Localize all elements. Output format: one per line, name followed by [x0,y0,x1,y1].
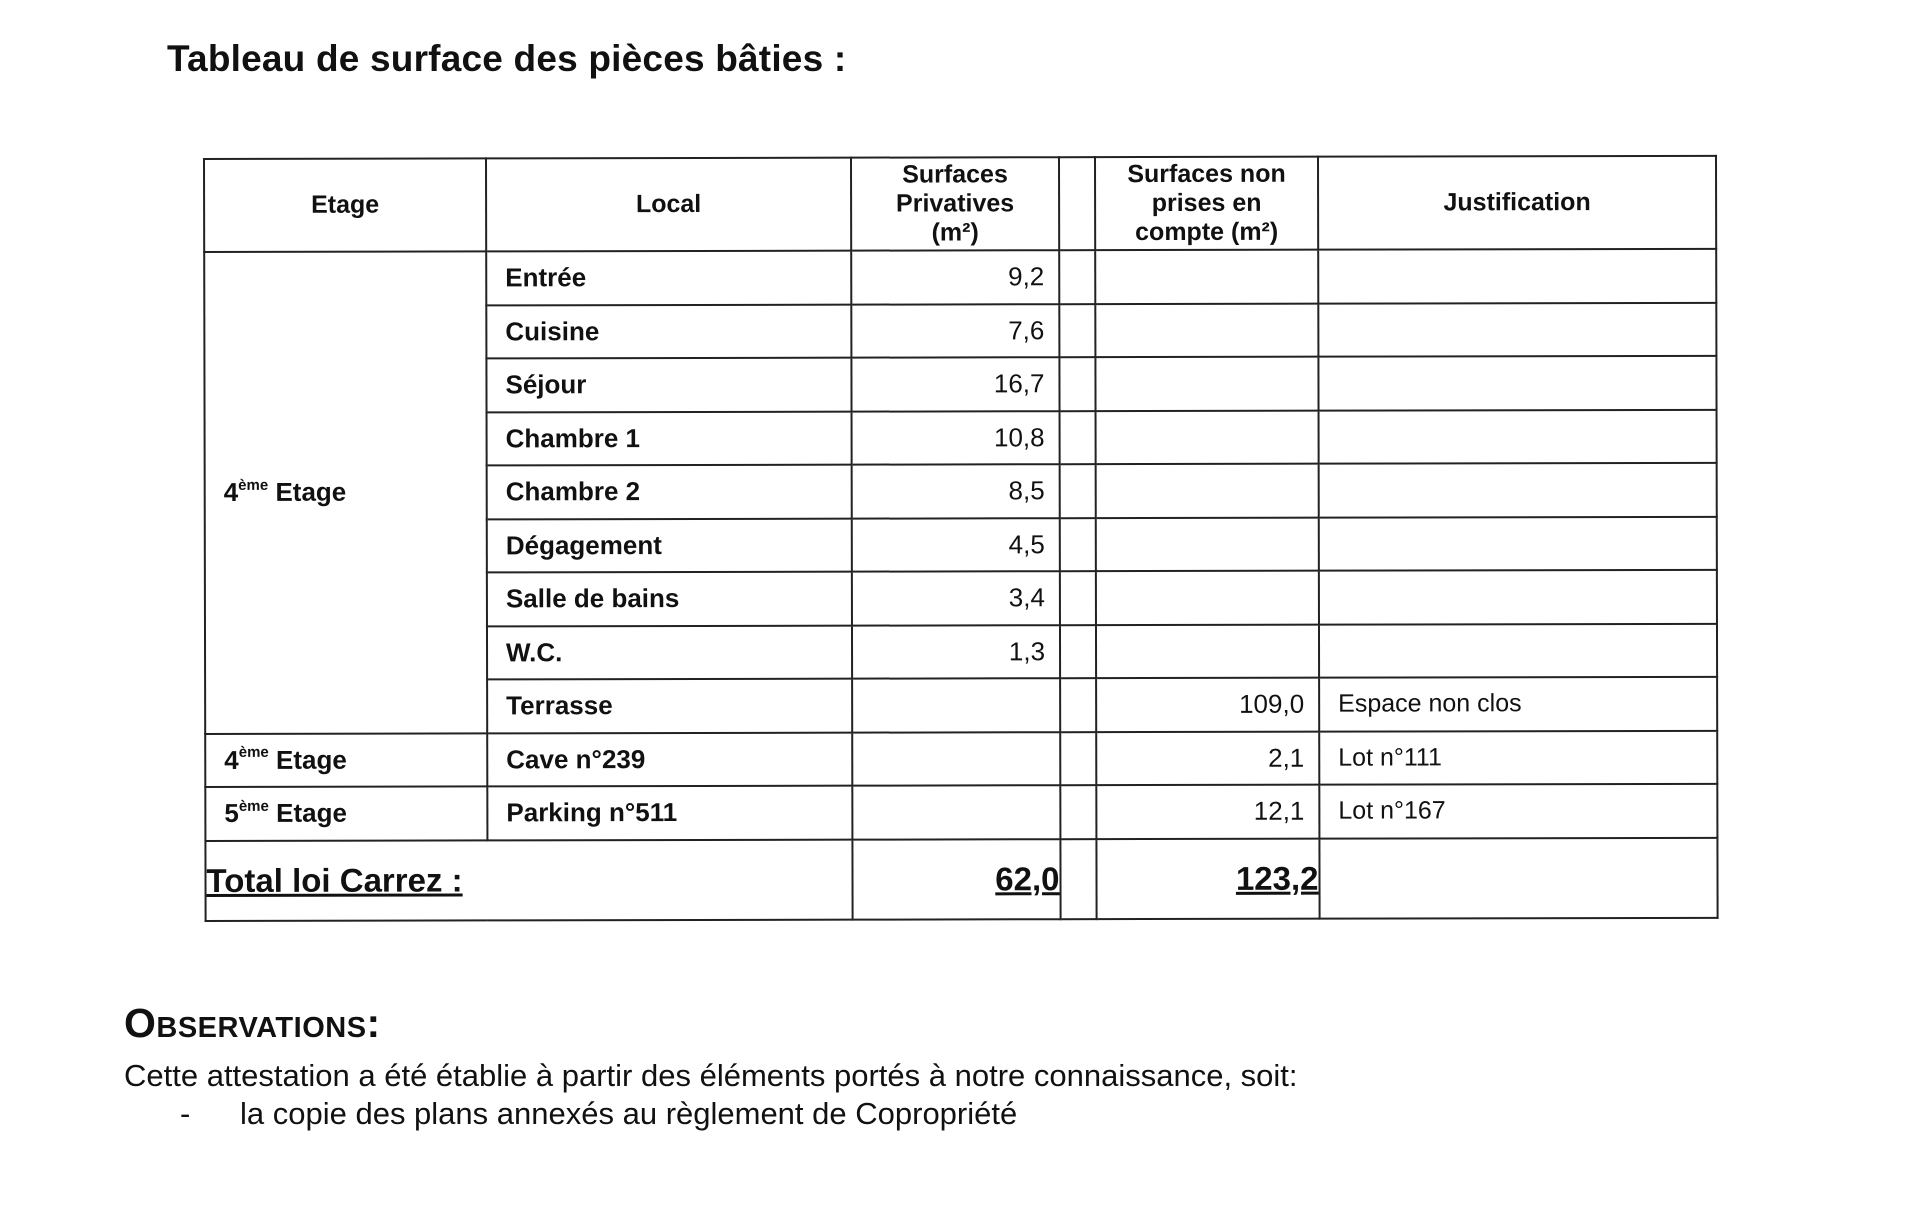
page-title: Tableau de surface des pièces bâties : [167,38,847,79]
header-local: Local [486,158,851,252]
justification-cell [1319,409,1717,463]
list-item-text: la copie des plans annexés au règlement de Copropriété [240,1096,1018,1131]
surface-non-prise-cell: 2,1 [1096,731,1319,785]
etage-superscript: ème [238,476,269,494]
spacer-cell [1060,678,1096,732]
etage-superscript: ème [238,797,269,815]
total-row [205,837,1717,920]
local-cell: Salle de bains [487,572,852,626]
surface-non-prise-cell [1096,410,1319,464]
header-non-prises-line-3: compte (m²) [1135,217,1279,247]
surface-non-prise-cell [1096,571,1319,625]
table-row [204,249,1716,306]
observations-intro: Cette attestation a été établie à partir des éléments portés à notre connaissance, soit: [124,1058,1298,1093]
spacer-cell [1060,732,1096,786]
spacer-cell [1059,357,1095,411]
surface-privative-cell: 9,2 [851,250,1059,304]
list-item [124,1096,1017,1132]
etage-number: 5 [224,798,239,829]
local-cell: Chambre 2 [487,465,852,519]
spacer-cell [1060,464,1096,518]
justification-cell [1319,623,1717,677]
surface-non-prise-cell [1096,624,1319,678]
etage-number: 4 [224,744,239,775]
local-cell: Dégagement [487,518,852,572]
header-privatives-line-1: Surfaces [902,160,1008,189]
local-cell: Chambre 1 [487,411,852,465]
surface-non-prise-cell: 109,0 [1096,678,1319,732]
justification-cell: Lot n°111 [1319,730,1717,784]
header-justification: Justification [1318,156,1716,250]
surface-privative-cell: 3,4 [852,571,1060,625]
surface-privative-cell: 8,5 [852,464,1060,518]
etage-label: Etage [268,476,347,508]
bullet-dash: - [180,1096,191,1131]
header-spacer [1059,157,1095,250]
surface-privative-cell: 10,8 [852,411,1060,465]
total-non-prises: 123,2 [1096,838,1319,918]
spacer-cell [1059,250,1095,304]
total-justification [1319,837,1717,918]
surface-non-prise-cell [1095,303,1318,357]
header-surfaces-privatives [851,157,1059,250]
surface-privative-cell: 4,5 [852,518,1060,572]
etage-superscript: ème [238,743,269,762]
header-privatives-line-2: Privatives [895,189,1015,218]
spacer-cell [1060,411,1096,465]
local-cell: Terrasse [487,679,852,733]
etage-cell [204,251,487,733]
local-cell: Cave n°239 [487,732,852,786]
total-spacer [1060,839,1096,919]
surface-privative-cell [852,678,1060,732]
header-privatives-line-3: (m²) [931,218,979,247]
justification-cell: Espace non clos [1319,677,1717,731]
surface-privative-cell: 16,7 [851,357,1059,411]
spacer-cell [1060,625,1096,679]
surface-privative-cell: 1,3 [852,625,1060,679]
surface-non-prise-cell [1095,357,1318,411]
surface-privative-cell: 7,6 [851,304,1059,358]
etage-cell [205,786,487,840]
observations-heading: Observations: [124,1000,381,1046]
table-body [204,249,1717,841]
justification-cell [1318,249,1716,303]
etage-cell [205,733,487,787]
justification-cell [1318,356,1716,410]
local-cell: W.C. [487,625,852,679]
total-label: Total loi Carrez : [205,839,852,920]
observations-list [124,1096,1017,1132]
header-non-prises-line-2: prises en [1151,188,1262,218]
local-cell: Entrée [486,251,851,305]
surface-non-prise-cell [1096,464,1319,518]
justification-cell: Lot n°167 [1319,784,1717,838]
table-row [205,784,1717,841]
total-privatives: 62,0 [852,839,1060,919]
spacer-cell [1060,518,1096,572]
surface-table [203,155,1719,922]
local-cell: Parking n°511 [487,786,852,840]
local-cell: Cuisine [486,304,851,358]
header-etage: Etage [204,158,486,252]
justification-cell [1319,516,1717,570]
etage-label: Etage [268,744,347,775]
spacer-cell [1060,785,1096,839]
justification-cell [1319,463,1717,517]
etage-number: 4 [223,477,239,508]
spacer-cell [1060,571,1096,625]
surface-privative-cell [852,732,1060,786]
justification-cell [1319,570,1717,624]
surface-non-prise-cell [1096,517,1319,571]
table-row [205,730,1717,787]
surface-non-prise-cell: 12,1 [1096,785,1319,839]
table-header-row [204,156,1716,252]
header-non-prises-line-1: Surfaces non [1127,159,1286,189]
spacer-cell [1059,304,1095,358]
header-surfaces-non-prises [1095,157,1318,250]
etage-label: Etage [268,797,347,829]
surface-privative-cell [852,785,1060,839]
local-cell: Séjour [486,358,851,412]
justification-cell [1318,302,1716,356]
surface-non-prise-cell [1095,250,1318,304]
